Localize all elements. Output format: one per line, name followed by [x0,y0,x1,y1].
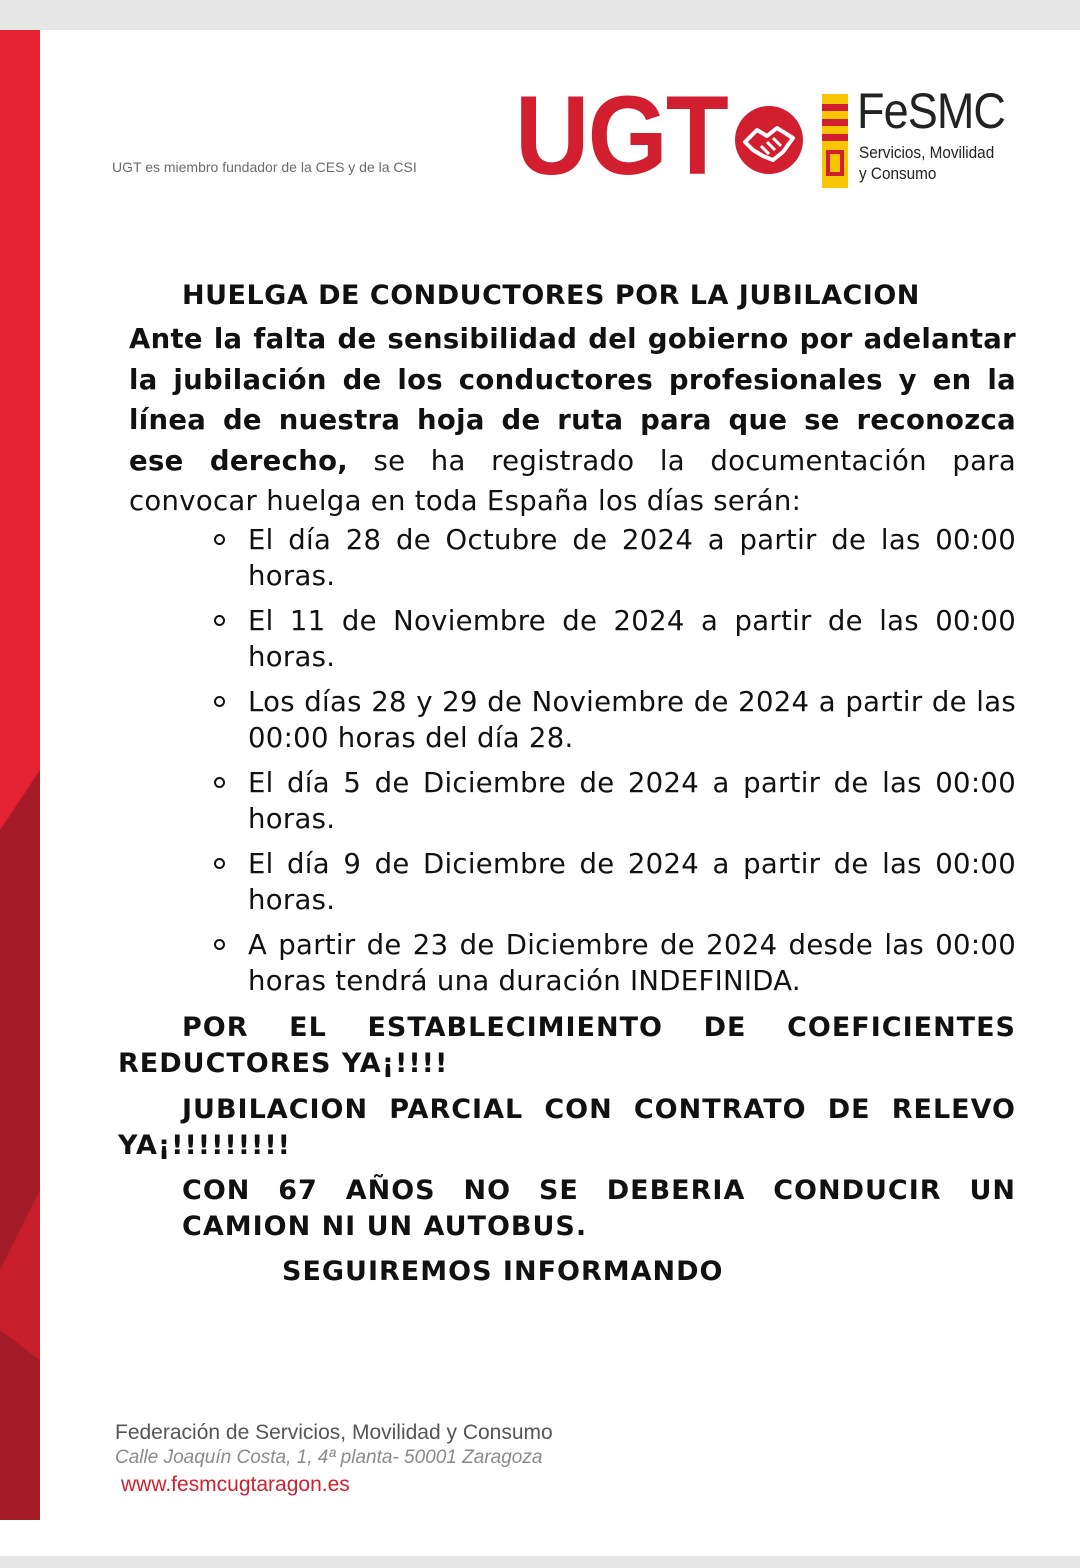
footer-website-link[interactable]: www.fesmcugtaragon.es [121,1473,350,1496]
slogan-jubilacion-parcial [118,1092,1016,1164]
list-item-text: Los días 28 y 29 de Noviembre de 2024 a partir de las 00:00 horas del día 28. [248,686,1016,754]
aragon-flag-icon [822,94,848,188]
closing-line: SEGUIREMOS INFORMANDO [282,1256,724,1287]
strike-dates-list [214,522,1016,1008]
list-item-text: El 11 de Noviembre de 2024 a partir de las 00:00 horas. [248,605,1016,673]
slogan-line: JUBILACION PARCIAL CON CONTRATO DE RELEVO [182,1094,1016,1125]
list-item-text: A partir de 23 de Diciembre de 2024 desde las 00:00 horas tendrá una duración INDEFINIDA. [248,929,1016,997]
header-note: UGT es miembro fundador de la CES y de la CSI [112,159,417,175]
list-item [214,603,1016,675]
circle-bullet-icon [214,777,225,788]
red-side-bar [0,30,40,1520]
page-title: HUELGA DE CONDUCTORES POR LA JUBILACION [182,280,920,311]
slogan-line: CAMION NI UN AUTOBUS. [182,1211,588,1242]
slogan-67-anos [182,1173,1016,1245]
fesmc-sub-line1: Servicios, Movilidad [859,143,995,162]
list-item [214,522,1016,594]
fesmc-logo-title: FeSMC [857,83,1006,139]
intro-rest-text: se ha registrado la documentación para convocar huelga en toda España los días serán: [129,444,1016,518]
slogan-coeficientes [118,1010,1016,1082]
intro-bold-text: Ante la falta de sensibilidad del gobierno por adelantar la jubilación de los conductores profesionales y en la línea de nuestra hoja de ruta para que se reconozca ese derecho, [129,323,1016,477]
fesmc-logo-subtitle [859,142,994,184]
circle-bullet-icon [214,534,225,545]
handshake-icon [733,90,805,190]
circle-bullet-icon [214,939,225,950]
list-item-text: El día 5 de Diciembre de 2024 a partir de las 00:00 horas. [248,767,1016,835]
circle-bullet-icon [214,858,225,869]
list-item [214,846,1016,918]
fesmc-sub-line2: y Consumo [859,164,937,183]
footer [115,1420,553,1499]
circle-bullet-icon [214,615,225,626]
slogan-line: REDUCTORES YA¡!!!! [118,1048,449,1079]
footer-address: Calle Joaquín Costa, 1, 4ª planta- 50001 Zaragoza [115,1447,543,1468]
intro-paragraph [129,319,1016,522]
footer-org: Federación de Servicios, Movilidad y Consumo [115,1421,553,1444]
ugt-logo [515,73,815,198]
circle-bullet-icon [214,696,225,707]
list-item-text: El día 9 de Diciembre de 2024 a partir de las 00:00 horas. [248,848,1016,916]
document-page [0,30,1080,1556]
bottom-margin [0,1556,1080,1568]
list-item-text: El día 28 de Octubre de 2024 a partir de las 00:00 horas. [248,524,1016,592]
list-item [214,927,1016,999]
list-item [214,765,1016,837]
slogan-line: YA¡!!!!!!!!! [118,1130,291,1161]
ugt-logo-text: UGT [515,73,727,198]
slogan-line: CON 67 AÑOS NO SE DEBERIA CONDUCIR UN [182,1175,1016,1206]
slogan-line: POR EL ESTABLECIMIENTO DE COEFICIENTES [182,1012,1016,1043]
list-item [214,684,1016,756]
